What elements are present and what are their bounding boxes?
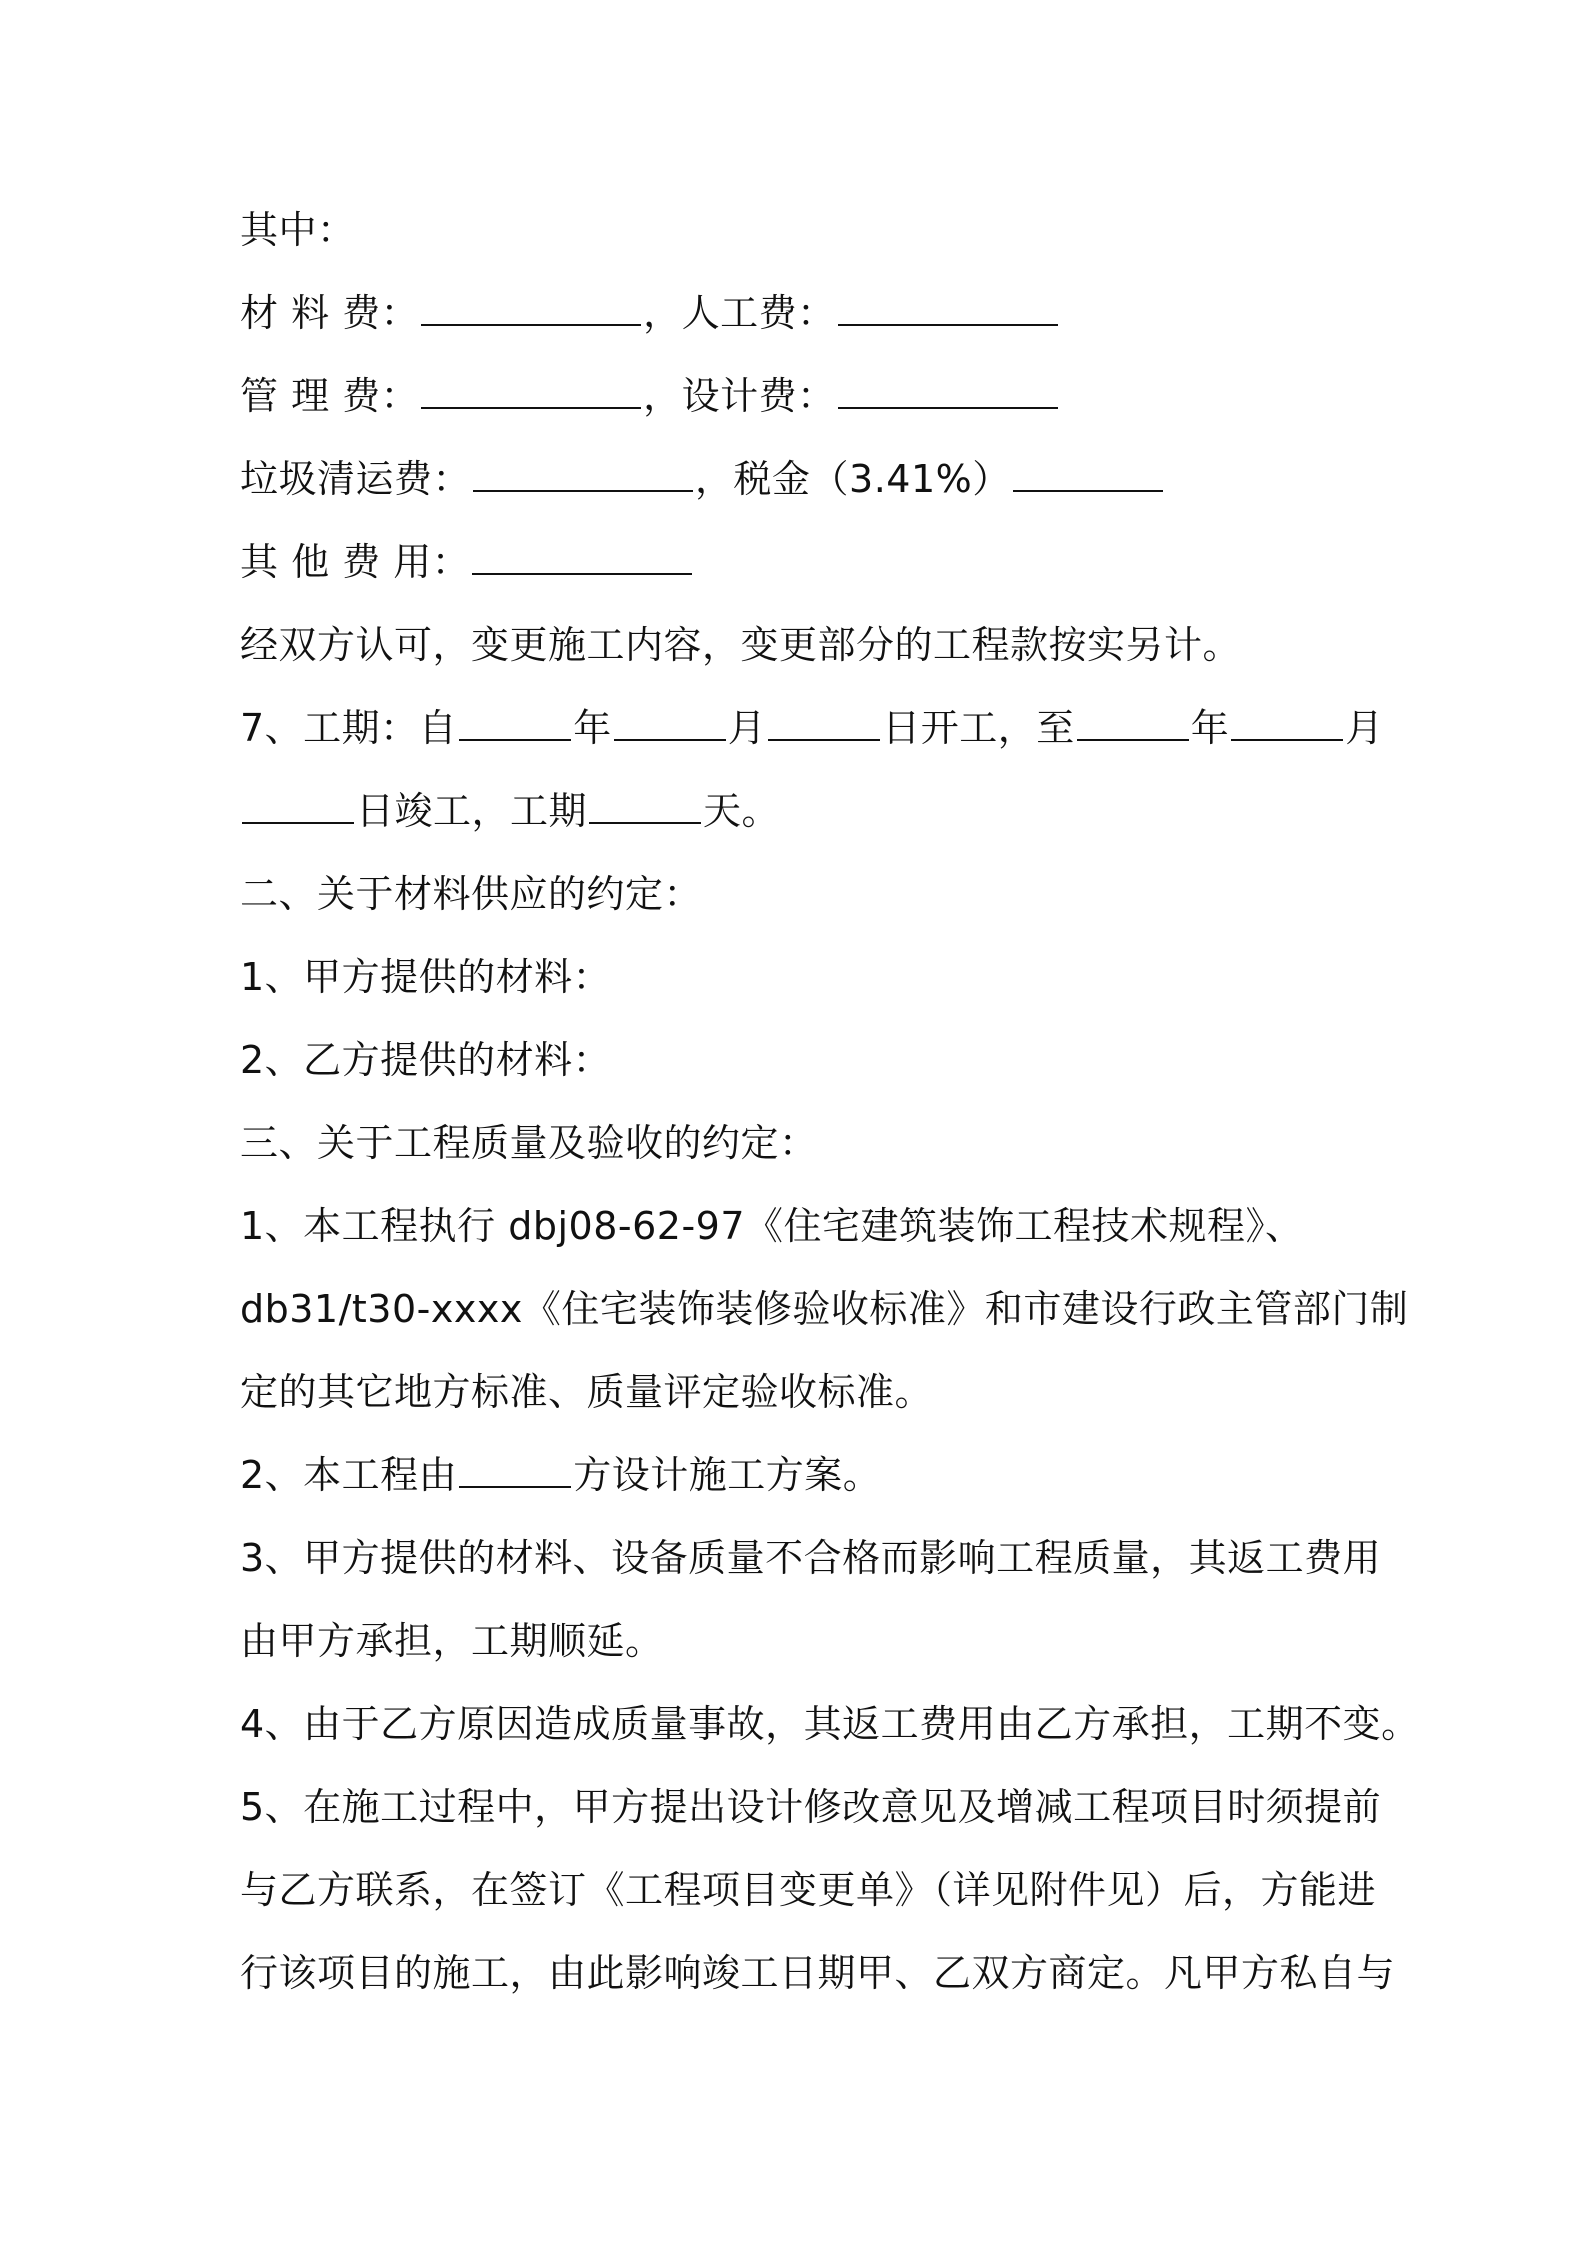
start-month-blank bbox=[614, 705, 726, 741]
section2-heading: 二、关于材料供应的约定： bbox=[240, 872, 703, 916]
item2-prefix: 2、本工程由 bbox=[240, 1453, 458, 1497]
construction-period-line2 bbox=[240, 786, 780, 836]
change-note: 经双方认可，变更施工内容，变更部分的工程款按实另计。 bbox=[240, 623, 1242, 667]
other-fee-blank bbox=[472, 539, 692, 575]
section3-item3-line2: 由甲方承担，工期顺延。 bbox=[240, 1619, 664, 1663]
period-day-end-label: 日竣工，工期 bbox=[356, 789, 588, 833]
section3-heading: 三、关于工程质量及验收的约定： bbox=[240, 1121, 818, 1165]
material-fee-label: 材 料 费： bbox=[240, 291, 420, 335]
material-fee-blank bbox=[421, 290, 641, 326]
section3-item3-line1: 3、甲方提供的材料、设备质量不合格而影响工程质量，其返工费用 bbox=[240, 1536, 1382, 1580]
period-prefix: 7、工期：自 bbox=[240, 706, 458, 750]
section3-item5-line3: 行该项目的施工，由此影响竣工日期甲、乙双方商定。凡甲方私自与 bbox=[240, 1951, 1396, 1995]
section3-item5-line2: 与乙方联系，在签订《工程项目变更单》（详见附件见）后，方能进 bbox=[240, 1868, 1377, 1912]
end-day-blank bbox=[242, 788, 354, 824]
garbage-fee-blank bbox=[473, 456, 693, 492]
fee-row-material-labor bbox=[240, 288, 1060, 338]
fee-row-management-design bbox=[240, 371, 1060, 421]
period-month2-label: 月 bbox=[1345, 706, 1384, 750]
tax-blank bbox=[1013, 456, 1163, 492]
section3-item5-line1: 5、在施工过程中，甲方提出设计修改意见及增减工程项目时须提前 bbox=[240, 1785, 1382, 1829]
fee-row-other bbox=[240, 537, 694, 587]
section3-item1-line1: 1、本工程执行 dbj08-62-97《住宅建筑装饰工程技术规程》、 bbox=[240, 1204, 1304, 1248]
design-party-blank bbox=[459, 1452, 571, 1488]
construction-period-line1 bbox=[240, 703, 1384, 753]
garbage-fee-label: 垃圾清运费： bbox=[240, 457, 472, 501]
breakdown-label: 其中： bbox=[240, 208, 356, 252]
section2-item2: 2、乙方提供的材料： bbox=[240, 1038, 612, 1082]
end-month-blank bbox=[1231, 705, 1343, 741]
section2-item1: 1、甲方提供的材料： bbox=[240, 955, 612, 999]
design-fee-label: ，设计费： bbox=[643, 374, 836, 418]
start-year-blank bbox=[459, 705, 571, 741]
period-days-label: 天。 bbox=[703, 789, 781, 833]
item2-suffix: 方设计施工方案。 bbox=[573, 1453, 882, 1497]
period-month-label: 月 bbox=[727, 706, 767, 750]
section3-item1-line3: 定的其它地方标准、质量评定验收标准。 bbox=[240, 1370, 934, 1414]
period-year-label: 年 bbox=[573, 706, 612, 750]
labor-fee-blank bbox=[838, 290, 1058, 326]
end-year-blank bbox=[1077, 705, 1189, 741]
labor-fee-label: ，人工费： bbox=[643, 291, 836, 335]
section3-item1-line2: db31/t30-xxxx《住宅装饰装修验收标准》和市建设行政主管部门制 bbox=[240, 1287, 1409, 1331]
section3-item2 bbox=[240, 1450, 881, 1500]
management-fee-label: 管 理 费： bbox=[240, 374, 420, 418]
design-fee-blank bbox=[838, 373, 1058, 409]
period-day-start-label: 日开工，至 bbox=[882, 706, 1075, 750]
period-year2-label: 年 bbox=[1190, 706, 1230, 750]
start-day-blank bbox=[768, 705, 880, 741]
management-fee-blank bbox=[421, 373, 641, 409]
tax-label: ，税金（3.41%） bbox=[695, 457, 1011, 501]
total-days-blank bbox=[589, 788, 701, 824]
fee-row-garbage-tax bbox=[240, 454, 1165, 504]
section3-item4: 4、由于乙方原因造成质量事故，其返工费用由乙方承担，工期不变。 bbox=[240, 1702, 1420, 1746]
other-fee-label: 其 他 费 用： bbox=[240, 540, 471, 584]
